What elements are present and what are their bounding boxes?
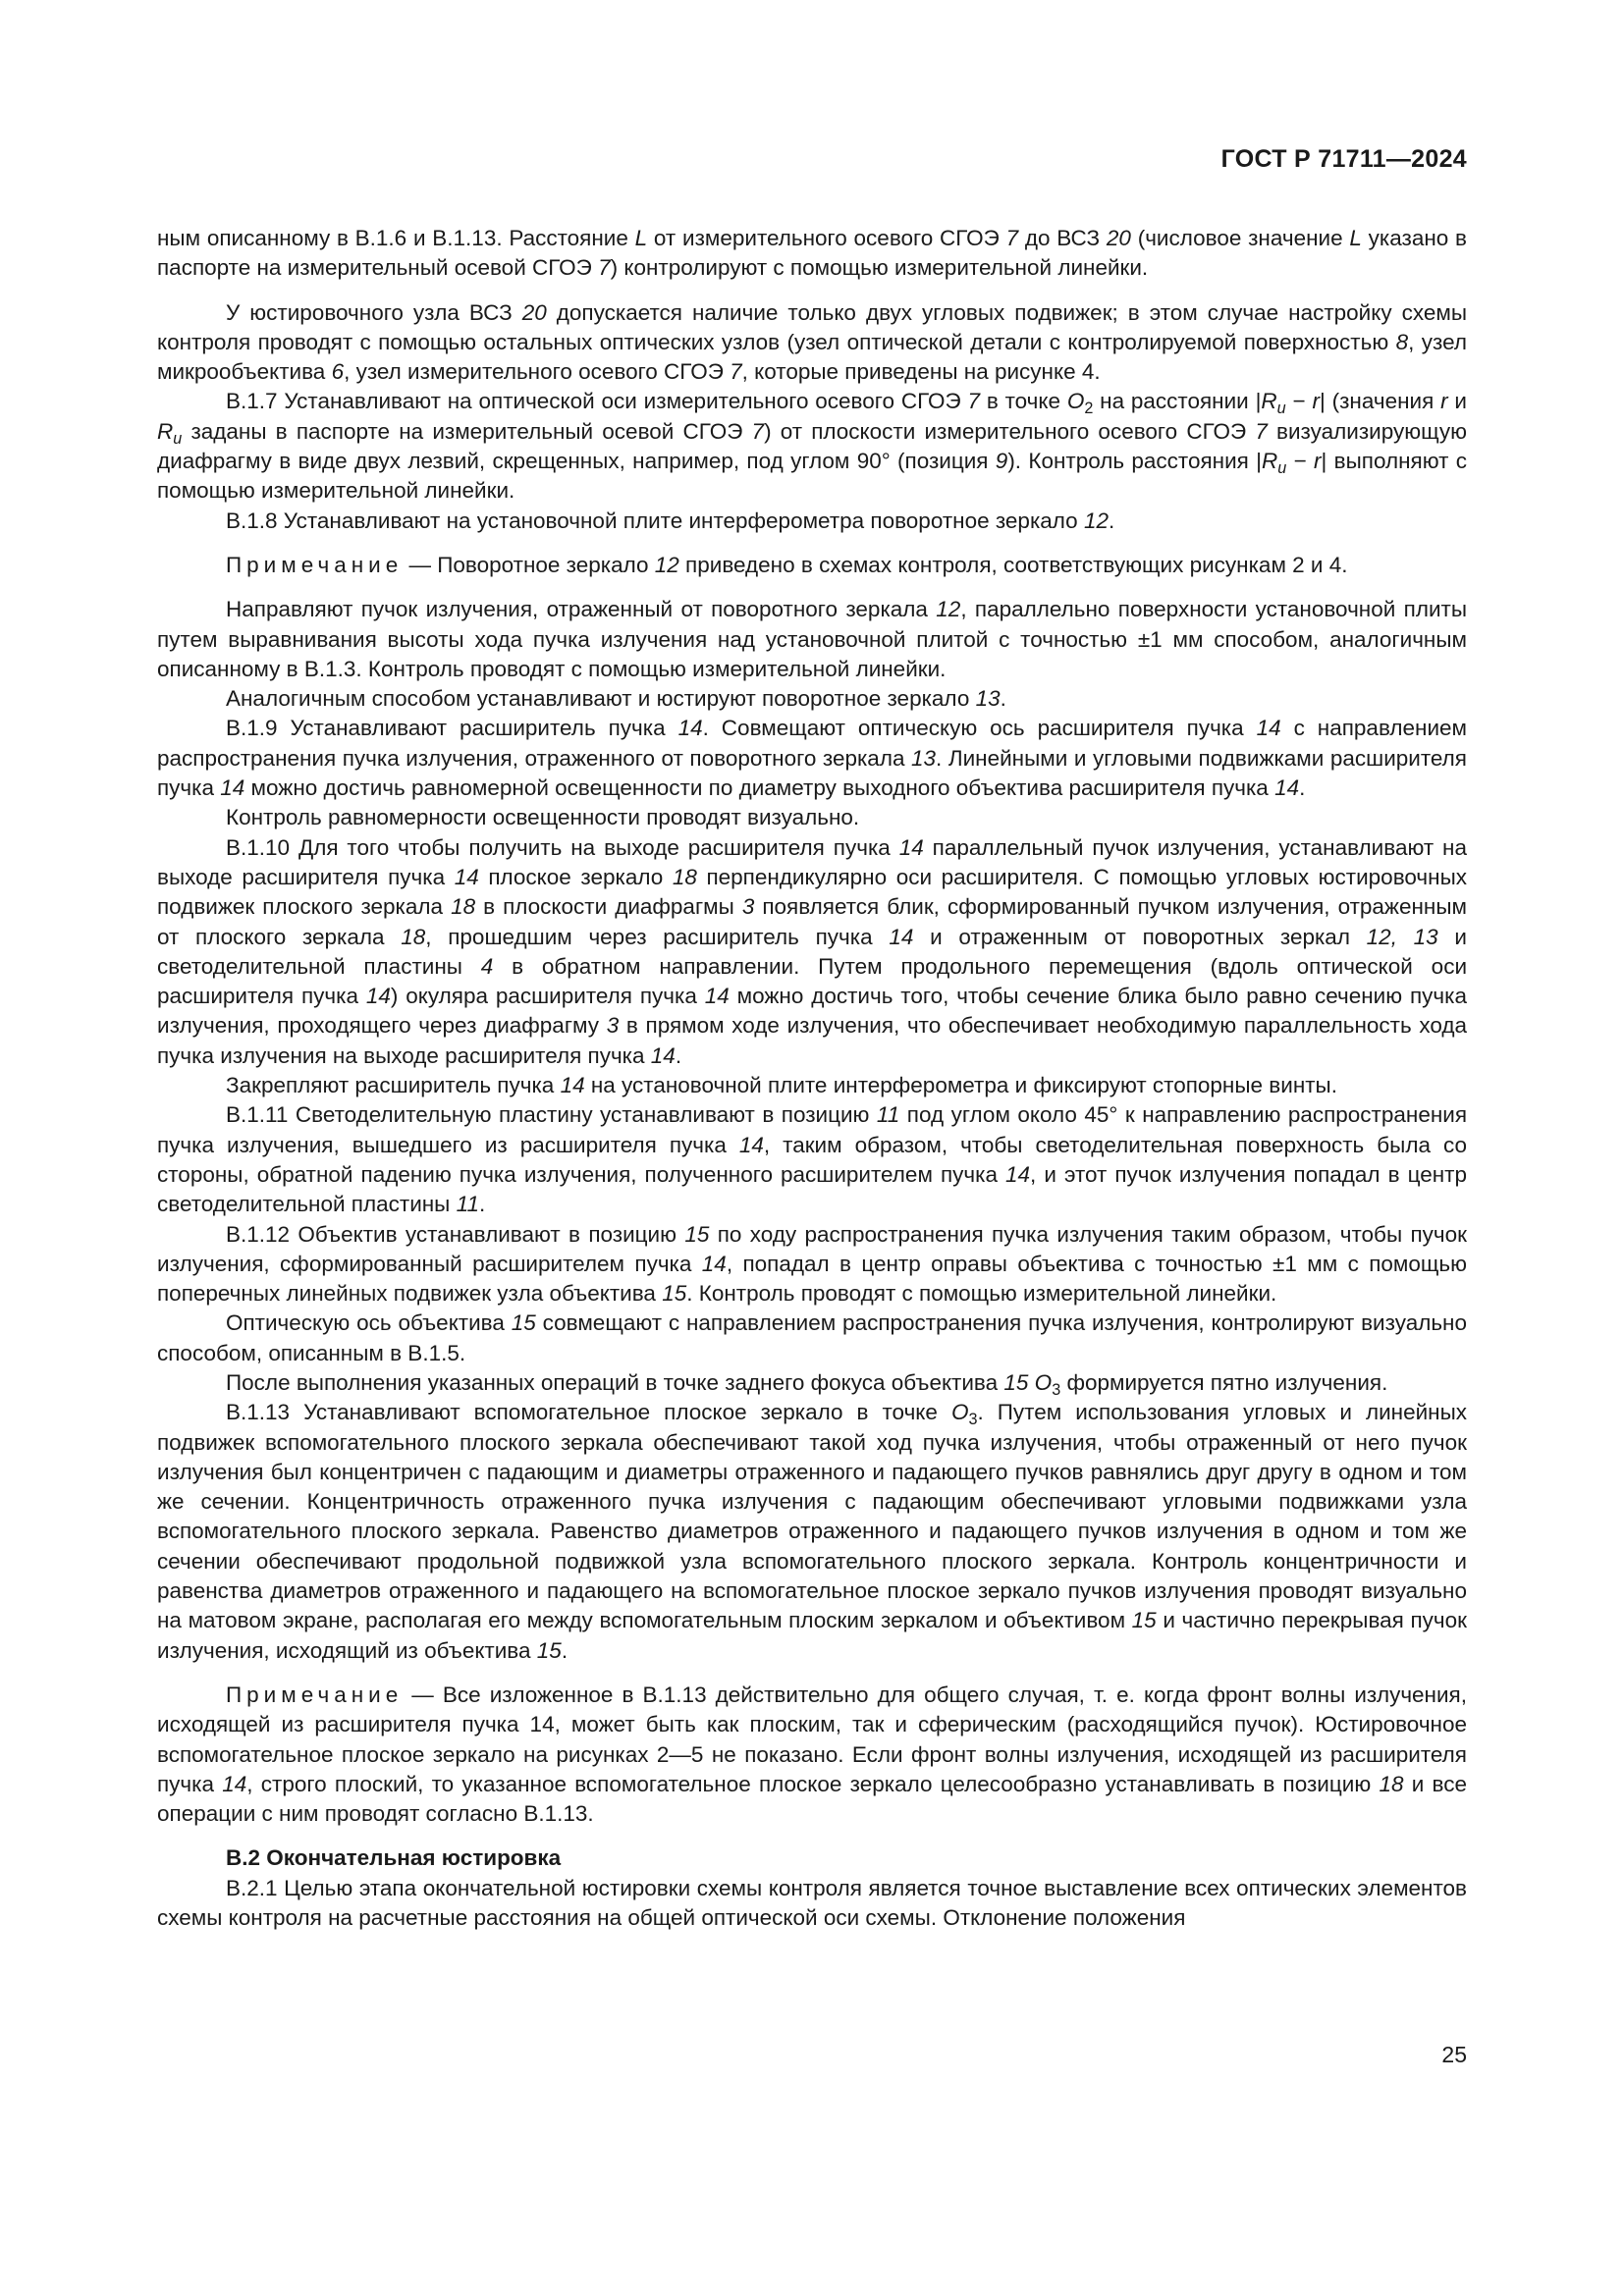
- paragraph-adjustment-unit: У юстировочного узла ВСЗ 20 допускается наличие только двух угловых подвижек; в этом случае настройку схемы контроля проводят с помощью остальных оптических узлов (узел оптической детали с контролируемой поверхностью 8, узел микрообъектива 6, узел измерительного осевого СГОЭ 7, которые приведены на рисунке 4.: [157, 299, 1468, 385]
- paragraph-b-1-7: В.1.7 Устанавливают на оптической оси измерительного осевого СГОЭ 7 в точке $O_2$ на расстоянии $|R_u - r|$ (значения r и $R_u$ заданы в паспорте на измерительный осевой СГОЭ 7) от плоскости измерительного осевого СГОЭ 7 визуализирующую диафрагму в виде двух лезвий, скрещенных, например, под углом 90° (позиция 9). Контроль расстояния $|R_u - r|$ выполняют с помощью измерительной линейки.: [157, 389, 1467, 504]
- paragraph-beam-direction: Направляют пучок излучения, отраженный от поворотного зеркала 12, параллельно поверхности установочной плиты путем выравнивания высоты хода пучка излучения над установочной плитой с точностью ±1 мм способом, аналогичным описанному в В.1.3. Контроль проводят с помощью измерительной линейки.: [157, 597, 1467, 681]
- paragraph-fix-expander: Закрепляют расширитель пучка 14 на установочной плите интерферометра и фиксируют стопорные винты.: [226, 1073, 1337, 1098]
- paragraph-focus-spot: После выполнения указанных операций в точке заднего фокуса объектива 15 $O_3$ формируется пятно излучения.: [226, 1369, 1388, 1399]
- paragraph-uniformity-control: Контроль равномерности освещенности проводят визуально.: [226, 805, 860, 830]
- paragraph-b-1-8: В.1.8 Устанавливают на установочной плите интерферометра поворотное зеркало 12.: [226, 507, 1115, 533]
- page-body: [157, 224, 1467, 1933]
- section-title-b-2: В.2 Окончательная юстировка: [226, 1845, 562, 1871]
- note-rotary-mirror: Примечание — Поворотное зеркало 12 приведено в схемах контроля, соответствующих рисункам 2 и 4.: [226, 552, 1348, 577]
- paragraph-mirror-13: Аналогичным способом устанавливают и юстируют поворотное зеркало 13.: [226, 686, 1006, 712]
- page-number: 25: [1441, 2042, 1467, 2067]
- paragraph-b-1-9: В.1.9 Устанавливают расширитель пучка 14. Совмещают оптическую ось расширителя пучка 14 с направлением распространения пучка излучения, отраженного от поворотного зеркала 13. Линейными и угловыми подвижками расширителя пучка 14 можно достичь равномерной освещенности по диаметру выходного объектива расширителя пучка 14.: [157, 716, 1467, 801]
- paragraph-b-1-12: В.1.12 Объектив устанавливают в позицию 15 по ходу распространения пучка излучения таким образом, чтобы пучок излучения, сформированный расширителем пучка 14, попадал в центр оправы объектива с точностью ±1 мм с помощью поперечных линейных подвижек узла объектива 15. Контроль проводят с помощью измерительной линейки.: [157, 1221, 1467, 1307]
- paragraph-b-2-1: В.2.1 Целью этапа окончательной юстировки схемы контроля является точное выставление всех оптических элементов схемы контроля на расчетные расстояния на общей оптической оси схемы. Отклонение положения: [157, 1875, 1467, 1931]
- paragraph-optical-axis: Оптическую ось объектива 15 совмещают с направлением распространения пучка излучения, контролируют визуально способом, описанным в В.1.5.: [157, 1310, 1467, 1365]
- paragraph-continuation: ным описанному в В.1.6 и В.1.13. Расстояние L от измерительного осевого СГОЭ 7 до ВСЗ 20 (числовое значение L указано в паспорте на измерительный осевой СГОЭ 7) контролируют с помощью измерительной линейки.: [157, 226, 1467, 281]
- document-code-header: ГОСТ Р 71711—2024: [1220, 145, 1467, 173]
- paragraph-b-1-13: В.1.13 Устанавливают вспомогательное плоское зеркало в точке $O_3$. Путем использования угловых и линейных подвижек вспомогательного плоского зеркала обеспечивают такой ход пучка излучения, чтобы отраженный от него пучок излучения был концентричен с падающим и диаметры отраженного и падающего пучков равнялись друг другу в одном и том же сечении. Концентричность отраженного пучка излучения с падающим обеспечивают угловыми подвижками узла вспомогательного плоского зеркала. Равенство диаметров отраженного и падающего пучков излучения в одном и том же сечении обеспечивают продольной подвижкой узла вспомогательного плоского зеркала. Контроль концентричности и равенства диаметров отраженного и падающего на вспомогательное плоское зеркало пучков излучения проводят визуально на матовом экране, располагая его между вспомогательным плоским зеркалом и объективом 15 и частично перекрывая пучок излучения, исходящий из объектива 15.: [157, 1400, 1467, 1663]
- paragraph-b-1-10: В.1.10 Для того чтобы получить на выходе расширителя пучка 14 параллельный пучок излучения, устанавливают на выходе расширителя пучка 14 плоское зеркало 18 перпендикулярно оси расширителя. С помощью угловых юстировочных подвижек плоского зеркала 18 в плоскости диафрагмы 3 появляется блик, сформированный пучком излучения, отраженным от плоского зеркала 18, прошедшим через расширитель пучка 14 и отраженным от поворотных зеркал 12, 13 и светоделительной пластины 4 в обратном направлении. Путем продольного перемещения (вдоль оптической оси расширителя пучка 14) окуляра расширителя пучка 14 можно достичь того, чтобы сечение блика было равно сечению пучка излучения, проходящего через диафрагму 3 в прямом ходе излучения, что обеспечивает необходимую параллельность хода пучка излучения на выходе расширителя пучка 14.: [157, 834, 1468, 1068]
- note-b-1-13: Примечание — Все изложенное в В.1.13 действительно для общего случая, т. е. когда фронт волны излучения, исходящей из расширителя пучка 14, может быть как плоским, так и сферическим (расходящийся пучок). Юстировочное вспомогательное плоское зеркало на рисунках 2—5 не показано. Если фронт волны излучения, исходящей из расширителя пучка 14, строго плоский, то указанное вспомогательное плоское зеркало целесообразно устанавливать в позицию 18 и все операции с ним проводят согласно В.1.13.: [157, 1682, 1467, 1827]
- paragraph-b-1-11: В.1.11 Светоделительную пластину устанавливают в позицию 11 под углом около 45° к направлению распространения пучка излучения, вышедшего из расширителя пучка 14, таким образом, чтобы светоделительная поверхность была со стороны, обратной падению пучка излучения, полученного расширителем пучка 14, и этот пучок излучения попадал в центр светоделительной пластины 11.: [157, 1102, 1468, 1217]
